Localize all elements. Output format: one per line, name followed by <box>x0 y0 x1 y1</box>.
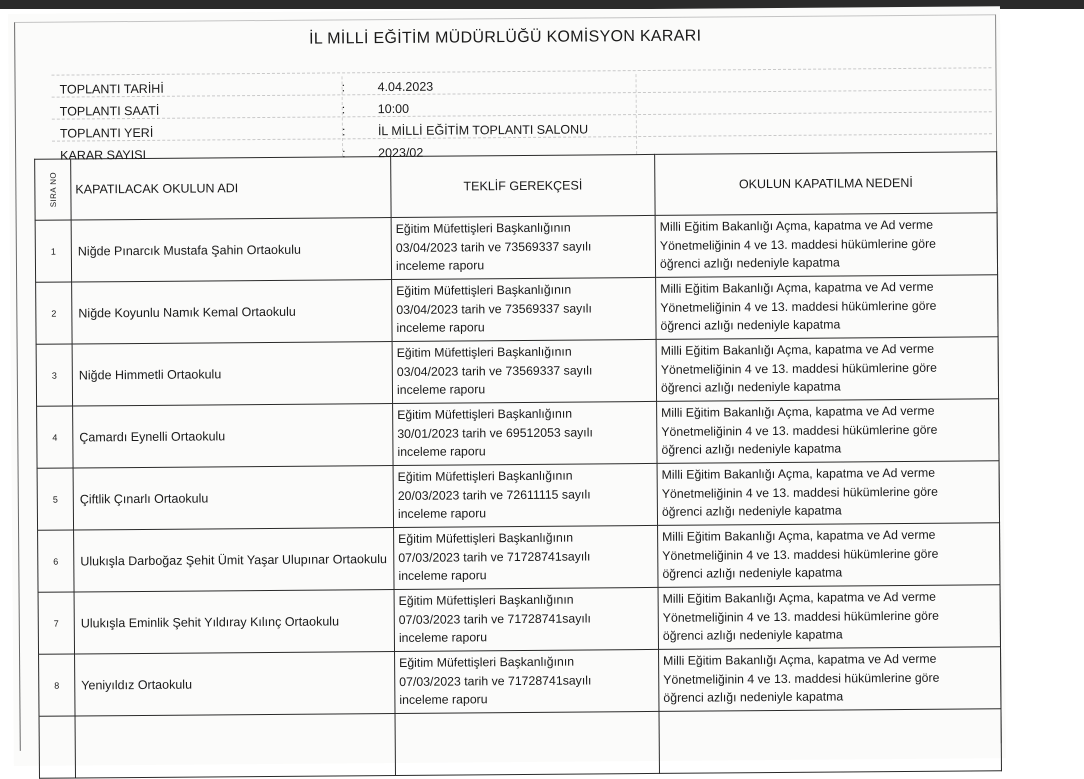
school-name: Ulukışla Darboğaz Şehit Ümit Yaşar Ulupınar Ortaokulu <box>74 527 394 592</box>
school-name: Çamardı Eynelli Ortaokulu <box>73 403 393 468</box>
separator: : <box>342 146 346 161</box>
schools-table <box>34 151 1002 779</box>
separator: : <box>341 80 346 95</box>
proposal-cell: Eğitim Müfettişleri Başkanlığının 30/01/2023 tarih ve 69512053 sayılı inceleme raporu <box>393 401 657 465</box>
reason-cell: Milli Eğitim Bakanlığı Açma, kapatma ve Ad verme Yönetmeliğinin 4 ve 13. maddesi hükümlerine göre öğrenci azlığı nedeniyle kapatma <box>656 337 998 402</box>
row-number: 1 <box>35 220 71 282</box>
proposal-cell: Eğitim Müfettişleri Başkanlığının 07/03/2023 tarih ve 71728741sayılı inceleme raporu <box>394 587 658 651</box>
meeting-place-label: TOPLANTI YERİ <box>59 125 154 141</box>
empty-cell <box>39 716 75 778</box>
school-name: Niğde Koyunlu Namık Kemal Ortaokulu <box>72 279 392 344</box>
decision-number-value: 2023/02 <box>378 145 424 161</box>
empty-cell <box>659 709 1001 774</box>
table-row <box>38 523 1000 593</box>
reason-cell: Milli Eğitim Bakanlığı Açma, kapatma ve Ad verme Yönetmeliğinin 4 ve 13. maddesi hükümlerine göre öğrenci azlığı nedeniyle kapatma <box>658 523 1000 588</box>
reason-cell: Milli Eğitim Bakanlığı Açma, kapatma ve Ad verme Yönetmeliğinin 4 ve 13. maddesi hükümlerine göre öğrenci azlığı nedeniyle kapatma <box>656 275 998 340</box>
reason-cell: Milli Eğitim Bakanlığı Açma, kapatma ve Ad verme Yönetmeliğinin 4 ve 13. maddesi hükümlerine göre öğrenci azlığı nedeniyle kapatma <box>658 585 1000 650</box>
proposal-cell: Eğitim Müfettişleri Başkanlığının 20/03/2023 tarih ve 72611115 sayılı inceleme raporu <box>393 463 657 527</box>
separator: : <box>341 124 346 139</box>
reason-cell: Milli Eğitim Bakanlığı Açma, kapatma ve Ad verme Yönetmeliğinin 4 ve 13. maddesi hükümlerine göre öğrenci azlığı nedeniyle kapatma <box>657 461 999 526</box>
school-name: Çiftlik Çınarlı Ortaokulu <box>73 465 393 530</box>
reason-cell: Milli Eğitim Bakanlığı Açma, kapatma ve Ad verme Yönetmeliğinin 4 ve 13. maddesi hükümlerine göre öğrenci azlığı nedeniyle kapatma <box>655 213 997 278</box>
reason-cell: Milli Eğitim Bakanlığı Açma, kapatma ve Ad verme Yönetmeliğinin 4 ve 13. maddesi hükümlerine göre öğrenci azlığı nedeniyle kapatma <box>657 399 999 464</box>
table-row <box>36 337 998 407</box>
table-row <box>35 213 997 283</box>
proposal-cell: Eğitim Müfettişleri Başkanlığının 03/04/2023 tarih ve 73569337 sayılı inceleme raporu <box>392 339 656 403</box>
table-row <box>37 461 999 531</box>
empty-cell <box>395 711 659 775</box>
table-row <box>39 647 1001 717</box>
row-number: 5 <box>37 468 73 530</box>
decision-number-label: KARAR SAYISI <box>60 147 147 163</box>
document-frame <box>14 14 1002 751</box>
table-row <box>36 275 998 345</box>
table-row <box>38 585 1000 655</box>
separator: : <box>341 102 346 117</box>
proposal-cell: Eğitim Müfettişleri Başkanlığının 03/04/2023 tarih ve 73569337 sayılı inceleme raporu <box>391 215 655 279</box>
row-number: 3 <box>36 344 72 406</box>
header-school-name: KAPATILACAK OKULUN ADI <box>71 156 391 220</box>
document-page <box>8 6 1006 766</box>
school-name: Niğde Pınarcık Mustafa Şahin Ortaokulu <box>71 217 391 282</box>
row-number: 8 <box>39 654 75 716</box>
row-number: 2 <box>36 282 72 344</box>
table-row <box>37 399 999 469</box>
meeting-date-label: TOPLANTI TARİHİ <box>59 81 164 97</box>
reason-cell: Milli Eğitim Bakanlığı Açma, kapatma ve Ad verme Yönetmeliğinin 4 ve 13. maddesi hükümlerine göre öğrenci azlığı nedeniyle kapatma <box>659 647 1001 712</box>
header-sira-no: SIRA NO <box>35 159 71 220</box>
meeting-place-value: İL MİLLİ EĞİTİM TOPLANTI SALONU <box>377 122 589 139</box>
header-closure-reason: OKULUN KAPATILMA NEDENİ <box>655 152 997 216</box>
document-title: İL MİLLİ EĞİTİM MÜDÜRLÜĞÜ KOMİSYON KARARI <box>309 27 702 48</box>
proposal-cell: Eğitim Müfettişleri Başkanlığının 07/03/2023 tarih ve 71728741sayılı inceleme raporu <box>394 525 658 589</box>
empty-cell <box>75 713 395 778</box>
school-name: Ulukışla Eminlik Şehit Yıldıray Kılınç Ortaokulu <box>74 589 394 654</box>
proposal-cell: Eğitim Müfettişleri Başkanlığının 03/04/2023 tarih ve 73569337 sayılı inceleme raporu <box>392 277 656 341</box>
meeting-time-label: TOPLANTI SAATİ <box>59 103 160 119</box>
header-proposal-reason: TEKLİF GEREKÇESİ <box>391 154 655 217</box>
school-name: Yeniyıldız Ortaokulu <box>75 651 395 716</box>
row-number: 7 <box>38 592 74 654</box>
row-number: 6 <box>38 530 74 592</box>
proposal-cell: Eğitim Müfettişleri Başkanlığının 07/03/2023 tarih ve 71728741sayılı inceleme raporu <box>395 649 659 713</box>
meeting-date-value: 4.04.2023 <box>377 79 434 95</box>
school-name: Niğde Himmetli Ortaokulu <box>72 341 392 406</box>
meeting-time-value: 10:00 <box>377 101 410 117</box>
row-number: 4 <box>37 406 73 468</box>
